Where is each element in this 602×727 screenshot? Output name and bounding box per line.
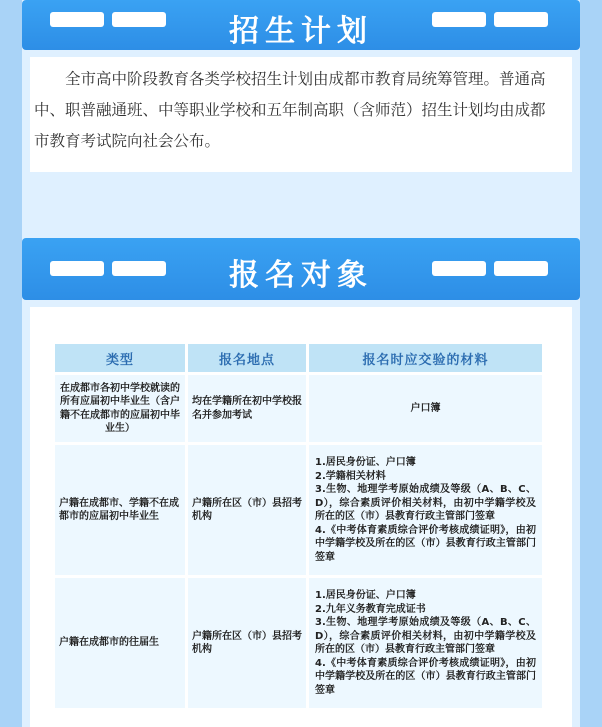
table-row [55, 578, 542, 708]
section1-text: 全市高中阶段教育各类学校招生计划由成都市教育局统筹管理。普通高中、职普融通班、中等职业学校和五年制高职（含师范）招生计划均由成都市教育考试院向社会公布。 [34, 70, 546, 150]
material-item: 3.生物、地理学考原始成绩及等级（A、B、C、D），综合素质评价相关材料，由初中学籍学校及所在的区（市）县教育行政主管部门签章 [315, 484, 536, 522]
section2-title: 报名对象 [229, 258, 373, 293]
row-place: 均在学籍所在初中学校报名并参加考试 [188, 375, 306, 442]
section1-banner [22, 0, 580, 50]
row-materials [309, 445, 542, 575]
row-materials [309, 375, 542, 442]
registration-table [52, 341, 545, 711]
row-place: 户籍所在区（市）县招考机构 [188, 445, 306, 575]
material-item: 3.生物、地理学考原始成绩及等级（A、B、C、D），综合素质评价相关材料，由初中学籍学校及所在的区（市）县教育行政主管部门签章 [315, 617, 536, 655]
header-materials: 报名时应交验的材料 [309, 344, 542, 372]
row-type: 在成都市各初中学校就读的所有应届初中毕业生（含户籍不在成都市的应届初中毕业生） [55, 375, 185, 442]
section1-title: 招生计划 [229, 14, 373, 49]
material-item: 户口簿 [410, 402, 441, 414]
header-place: 报名地点 [188, 344, 306, 372]
section2-banner [22, 238, 580, 300]
row-place: 户籍所在区（市）县招考机构 [188, 578, 306, 708]
row-type: 户籍在成都市的往届生 [55, 578, 185, 708]
material-item: 2.学籍相关材料 [315, 470, 386, 482]
material-item: 1.居民身份证、户口簿 [315, 457, 416, 468]
material-item: 4.《中考体育素质综合评价考核成绩证明》，由初中学籍学校及所在的区（市）县教育行政主管部门签章 [315, 657, 536, 696]
table-row [55, 445, 542, 575]
table-header-row [55, 344, 542, 372]
row-materials [309, 578, 542, 708]
table-row [55, 375, 542, 442]
material-item: 1.居民身份证、户口簿 [315, 590, 416, 601]
header-type: 类型 [55, 344, 185, 372]
material-item: 4.《中考体育素质综合评价考核成绩证明》，由初中学籍学校及所在的区（市）县教育行政主管部门签章 [315, 524, 536, 563]
row-type: 户籍在成都市、学籍不在成都市的应届初中毕业生 [55, 445, 185, 575]
material-item: 2.九年义务教育完成证书 [315, 603, 426, 615]
